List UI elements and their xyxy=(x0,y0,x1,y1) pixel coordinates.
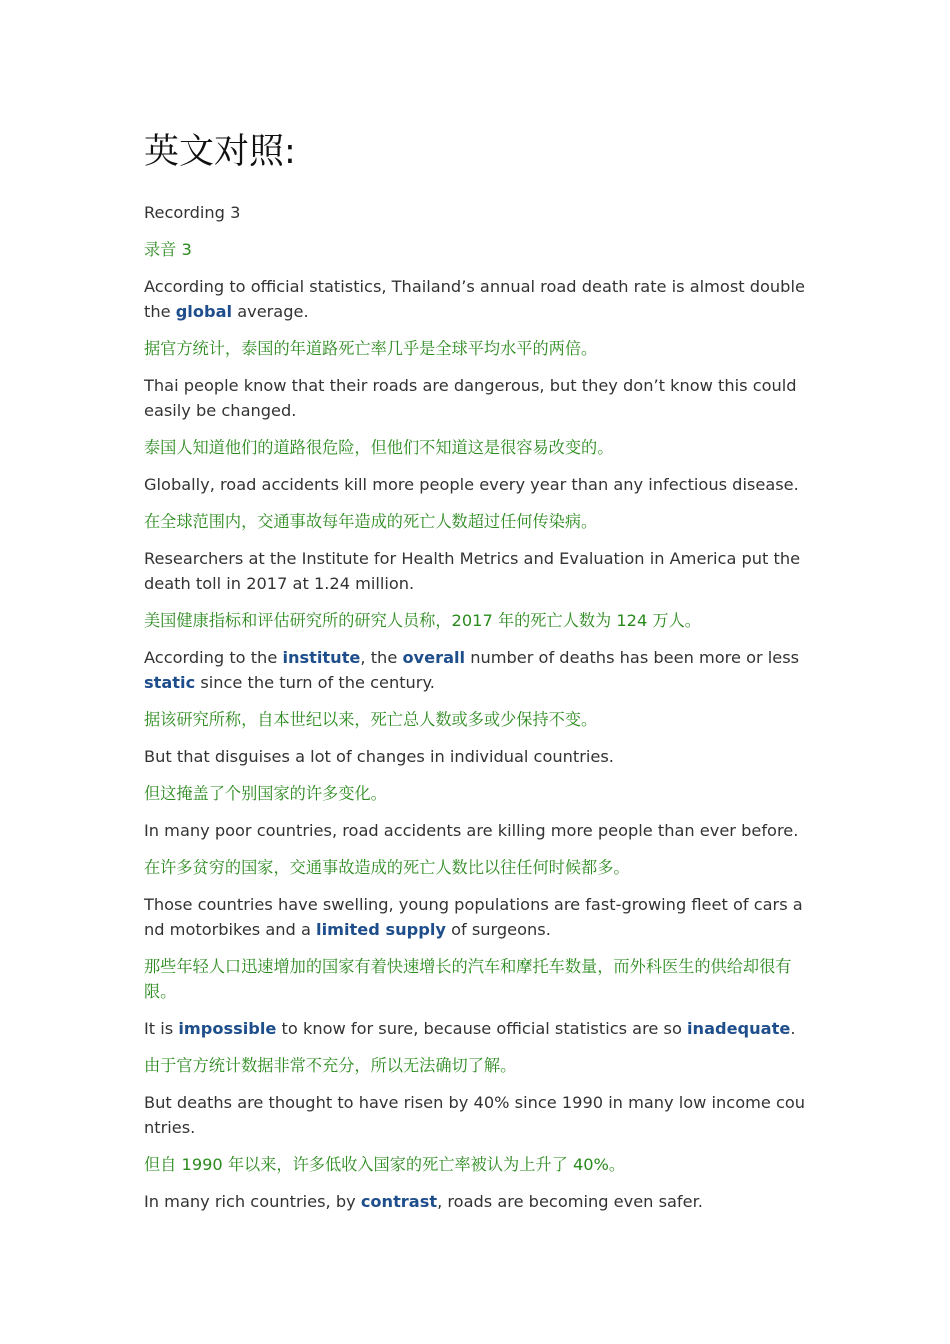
text-segment: In many rich countries, by xyxy=(144,1192,361,1211)
chinese-translation-paragraph xyxy=(144,336,810,361)
english-paragraph xyxy=(144,645,810,695)
text-segment: According to the xyxy=(144,648,283,667)
text-segment: Researchers at the Institute for Health Metrics and Evaluation in America put the death toll in 2017 at 1.24 million. xyxy=(144,549,801,593)
chinese-translation-paragraph xyxy=(144,855,810,880)
english-paragraph xyxy=(144,892,810,942)
english-paragraph xyxy=(144,274,810,324)
english-paragraph xyxy=(144,744,810,769)
english-paragraph xyxy=(144,373,810,423)
chinese-translation-paragraph xyxy=(144,707,810,732)
text-segment: It is xyxy=(144,1019,179,1038)
text-segment: number of deaths has been more or less xyxy=(465,648,800,667)
text-segment: , the xyxy=(360,648,403,667)
text-segment: 泰国人知道他们的道路很危险，但他们不知道这是很容易改变的。 xyxy=(144,438,614,457)
english-paragraph xyxy=(144,1090,810,1140)
english-paragraph xyxy=(144,1016,810,1041)
text-segment: since the turn of the century. xyxy=(195,673,435,692)
chinese-translation-paragraph xyxy=(144,1053,810,1078)
text-segment: to know for sure, because official statistics are so xyxy=(276,1019,687,1038)
text-segment: 在许多贫穷的国家，交通事故造成的死亡人数比以往任何时候都多。 xyxy=(144,858,630,877)
text-segment: 但这掩盖了个别国家的许多变化。 xyxy=(144,784,387,803)
text-segment: 美国健康指标和评估研究所的研究人员称，2017 年的死亡人数为 124 万人。 xyxy=(144,611,701,630)
text-segment: , roads are becoming even safer. xyxy=(437,1192,703,1211)
english-paragraph xyxy=(144,546,810,596)
highlighted-keyword: impossible xyxy=(178,1019,277,1038)
chinese-translation-paragraph xyxy=(144,781,810,806)
highlighted-keyword: inadequate xyxy=(687,1019,791,1038)
chinese-translation-paragraph xyxy=(144,509,810,534)
chinese-translation-paragraph xyxy=(144,1152,810,1177)
text-segment: 但自 1990 年以来，许多低收入国家的死亡率被认为上升了 40%。 xyxy=(144,1155,626,1174)
english-paragraph xyxy=(144,200,810,225)
text-segment: 录音 3 xyxy=(144,240,192,259)
highlighted-keyword: global xyxy=(175,302,233,321)
highlighted-keyword: limited supply xyxy=(316,920,446,939)
text-segment: 在全球范围内，交通事故每年造成的死亡人数超过任何传染病。 xyxy=(144,512,598,531)
text-segment: Recording 3 xyxy=(144,203,241,222)
text-segment: But that disguises a lot of changes in individual countries. xyxy=(144,747,614,766)
english-paragraph xyxy=(144,1189,810,1214)
text-segment: of surgeons. xyxy=(445,920,551,939)
english-paragraph xyxy=(144,472,810,497)
text-segment: . xyxy=(790,1019,796,1038)
text-segment: 那些年轻人口迅速增加的国家有着快速增长的汽车和摩托车数量，而外科医生的供给却很有限。 xyxy=(144,957,792,1001)
text-segment: But deaths are thought to have risen by 40% since 1990 in many low income countries. xyxy=(144,1093,806,1137)
text-segment: Globally, road accidents kill more people every year than any infectious disease. xyxy=(144,475,799,494)
highlighted-keyword: overall xyxy=(402,648,466,667)
page-title: 英文对照: xyxy=(144,132,296,172)
english-paragraph xyxy=(144,818,810,843)
text-segment: 由于官方统计数据非常不充分，所以无法确切了解。 xyxy=(144,1056,517,1075)
highlighted-keyword: contrast xyxy=(360,1192,438,1211)
document-body xyxy=(144,200,810,1214)
text-segment: In many poor countries, road accidents are killing more people than ever before. xyxy=(144,821,799,840)
highlighted-keyword: static xyxy=(144,673,196,692)
text-segment: Thai people know that their roads are dangerous, but they don’t know this could easily be changed. xyxy=(144,376,797,420)
text-segment: 据官方统计，泰国的年道路死亡率几乎是全球平均水平的两倍。 xyxy=(144,339,598,358)
highlighted-keyword: institute xyxy=(282,648,361,667)
document-page xyxy=(144,124,810,1226)
chinese-translation-paragraph xyxy=(144,435,810,460)
text-segment: 据该研究所称，自本世纪以来，死亡总人数或多或少保持不变。 xyxy=(144,710,598,729)
chinese-translation-paragraph xyxy=(144,608,810,633)
chinese-translation-paragraph xyxy=(144,954,810,1004)
text-segment: Those countries have swelling, young populations are fast-growing fleet of cars and motorbikes and a xyxy=(144,895,803,939)
chinese-translation-paragraph xyxy=(144,237,810,262)
text-segment: average. xyxy=(232,302,309,321)
text-segment: According to official statistics, Thailand’s annual road death rate is almost double the xyxy=(144,277,805,321)
